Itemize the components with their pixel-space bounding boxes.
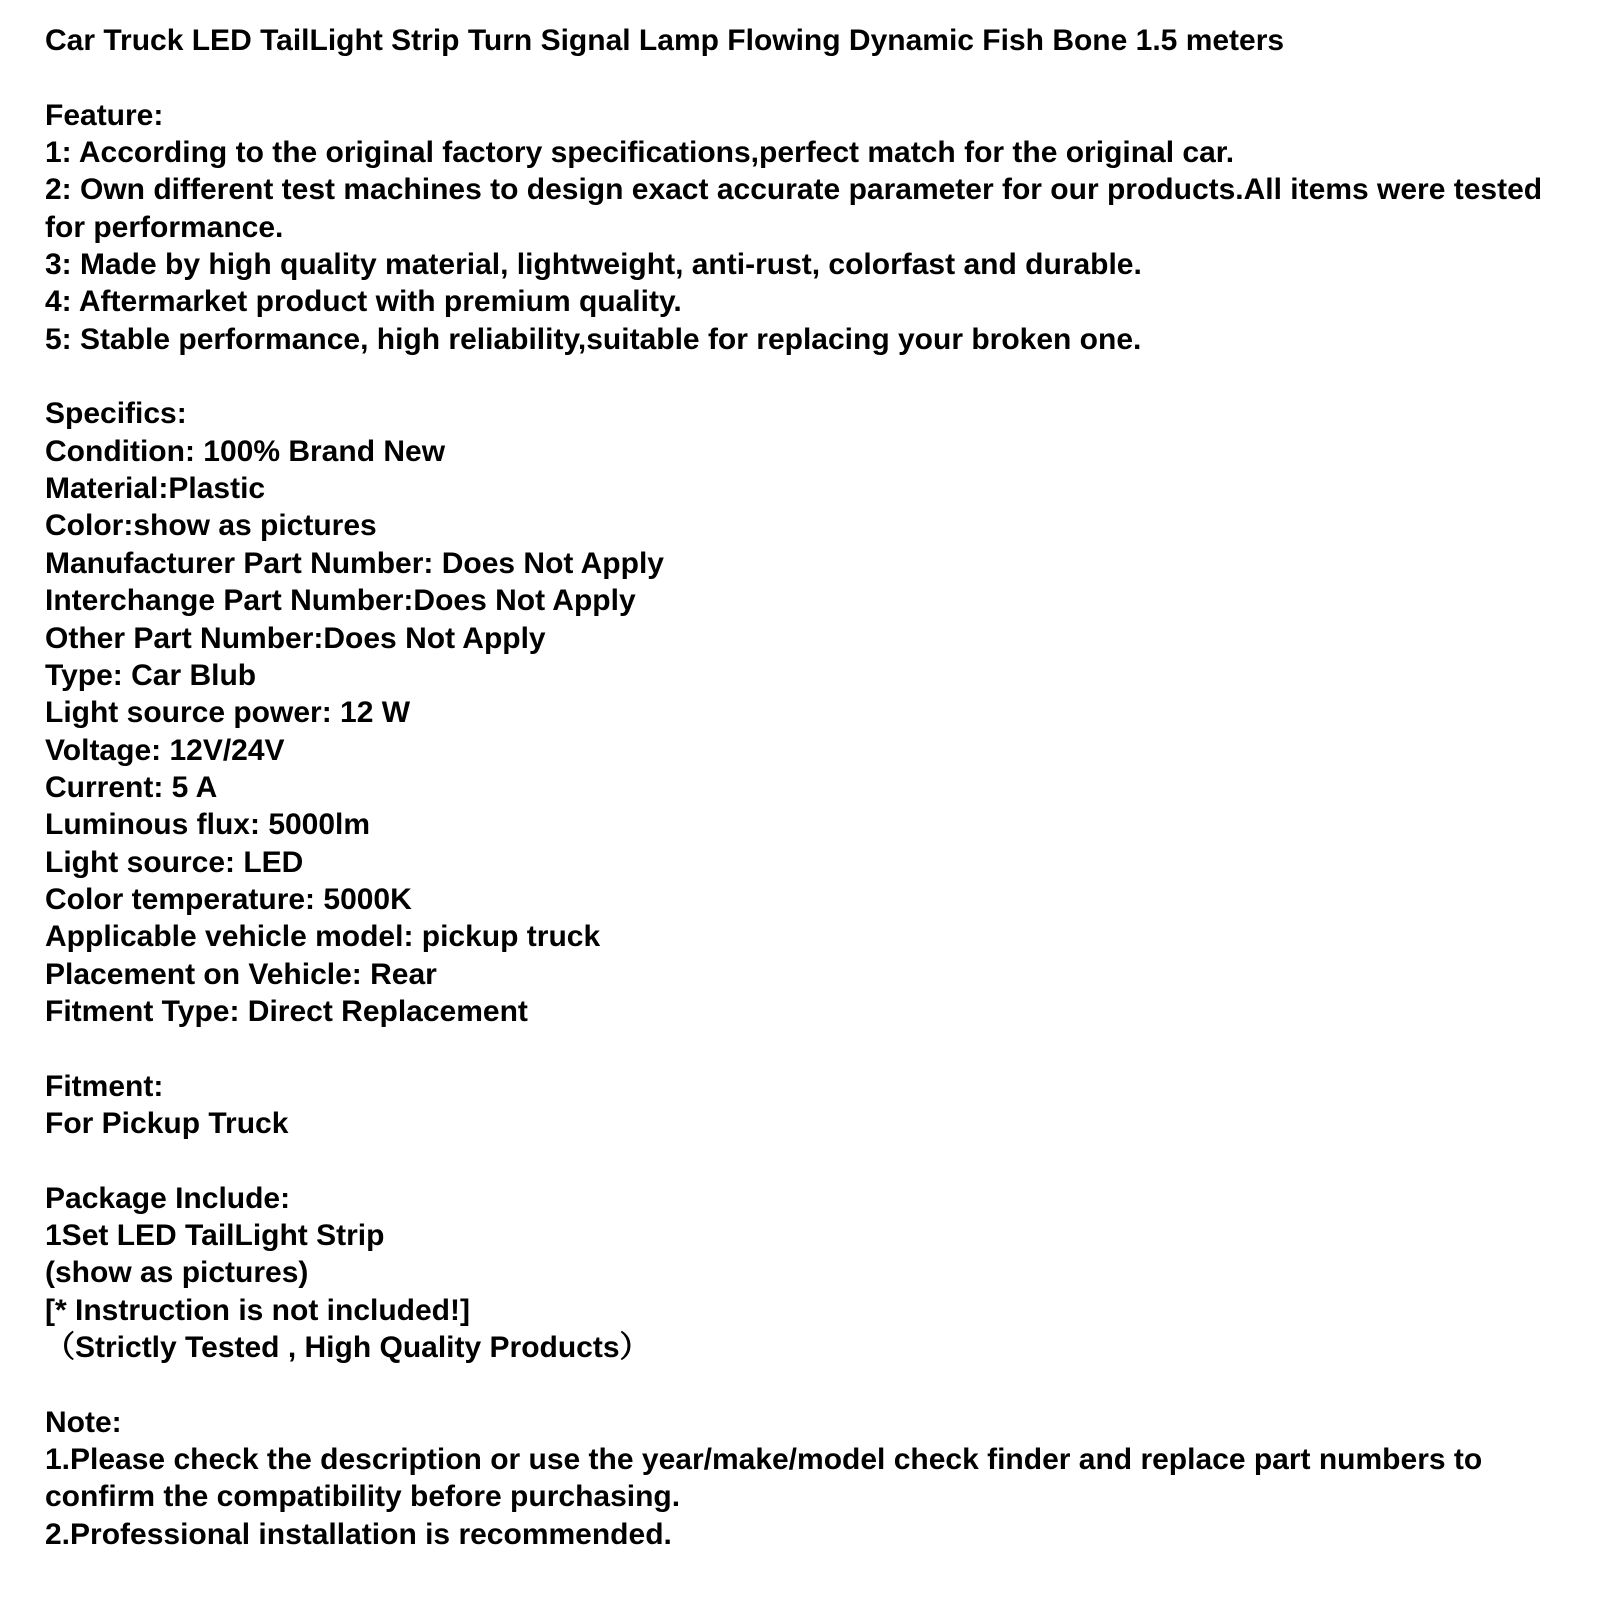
spec-line-other-part-number: Other Part Number:Does Not Apply [45,621,546,655]
spec-line-color: Color:show as pictures [45,509,377,543]
section-heading-feature: Feature: [45,98,164,132]
spec-line-fitment-type: Fitment Type: Direct Replacement [45,994,528,1028]
spec-line-placement-on-vehicle: Placement on Vehicle: Rear [45,957,437,991]
feature-line: 2: Own different test machines to design exact accurate parameter for our products.All items were tested [45,173,1543,207]
product-title: Car Truck LED TailLight Strip Turn Signal Lamp Flowing Dynamic Fish Bone 1.5 meters [45,24,1285,57]
feature-line-continuation: for performance. [45,210,284,244]
section-fitment [45,1068,1560,1143]
spec-line-applicable-vehicle-model: Applicable vehicle model: pickup truck [45,920,601,954]
spec-line-interchange-part-number: Interchange Part Number:Does Not Apply [45,584,636,618]
spec-line-luminous-flux: Luminous flux: 5000lm [45,808,371,842]
spec-line-condition: Condition: 100% Brand New [45,434,446,468]
feature-line: 3: Made by high quality material, lightweight, anti-rust, colorfast and durable. [45,248,1142,282]
package-line: (show as pictures) [45,1256,309,1290]
feature-line: 5: Stable performance, high reliability,suitable for replacing your broken one. [45,322,1142,356]
section-heading-specifics: Specifics: [45,397,187,431]
note-line: 1.Please check the description or use the year/make/model check finder and replace part numbers to [45,1443,1483,1477]
section-heading-fitment: Fitment: [45,1069,164,1103]
spec-line-light-source: Light source: LED [45,845,304,879]
feature-line: 4: Aftermarket product with premium quality. [45,285,682,319]
spec-line-light-source-power: Light source power: 12 W [45,696,411,730]
section-specifics [45,395,1560,1030]
section-feature [45,97,1560,358]
feature-line: 1: According to the original factory specifications,perfect match for the original car. [45,136,1235,170]
spec-line-type: Type: Car Blub [45,658,257,692]
section-note [45,1404,1560,1553]
spec-line-voltage: Voltage: 12V/24V [45,733,285,767]
spec-line-material: Material:Plastic [45,472,266,506]
section-package-include [45,1180,1560,1367]
fitment-line: For Pickup Truck [45,1106,289,1140]
spec-line-manufacturer-part-number: Manufacturer Part Number: Does Not Apply [45,546,664,580]
package-line: 1Set LED TailLight Strip [45,1219,385,1252]
package-line: [* Instruction is not included!] [45,1293,470,1327]
note-line-continuation: confirm the compatibility before purchasing. [45,1480,681,1514]
spec-line-current: Current: 5 A [45,770,218,804]
package-line: （Strictly Tested , High Quality Products） [45,1331,650,1365]
spec-line-color-temperature: Color temperature: 5000K [45,882,412,916]
section-heading-package-include: Package Include: [45,1181,291,1215]
section-heading-note: Note: [45,1405,122,1439]
note-line: 2.Professional installation is recommended. [45,1517,672,1551]
